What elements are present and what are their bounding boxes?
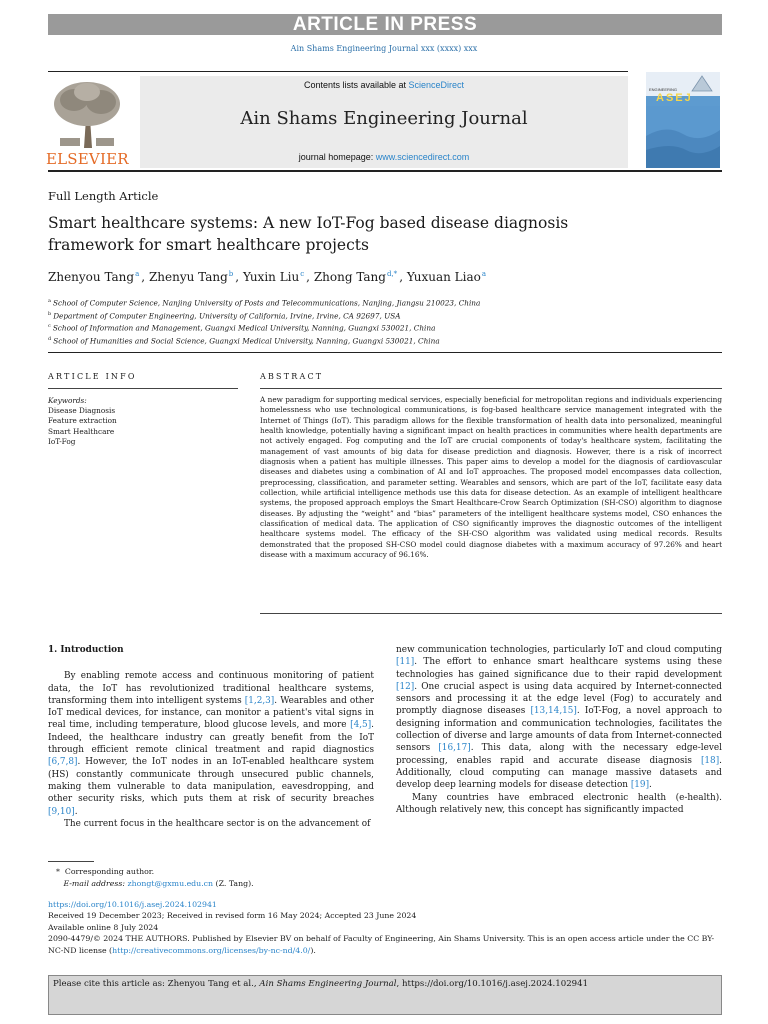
affiliations xyxy=(48,296,480,347)
abstract-heading: ABSTRACT xyxy=(260,372,324,381)
license-statement: 2090-4479/© 2024 THE AUTHORS. Published by Elsevier BV on behalf of Faculty of Engineering, Ain Shams University. This is an open access article under the CC BY-NC-ND license (http://creativecommons.org/licenses/by-nc-nd/4.0/). xyxy=(48,934,715,955)
footnotes xyxy=(56,866,254,890)
keyword-item: IoT-Fog xyxy=(48,436,76,446)
author-name[interactable]: Yuxin Liu xyxy=(242,270,300,284)
header-divider xyxy=(48,170,722,172)
citation-text: Please cite this article as: Zhenyou Tang et al., Ain Shams Engineering Journal, https://doi.org/10.1016/j.asej.2024.102941 xyxy=(53,979,589,989)
affiliation-item: $^d$ School of Humanities and Social Science, Guangxi Medical University, Nanning, Guangxi 530021, China xyxy=(48,336,440,346)
author-name[interactable]: Yuxuan Liao xyxy=(406,270,481,284)
author-affiliation-marker[interactable]: b xyxy=(228,270,234,278)
journal-title: Ain Shams Engineering Journal xyxy=(240,108,528,129)
keywords-label: Keywords: xyxy=(48,396,87,405)
citation-link[interactable]: [18] xyxy=(700,755,720,766)
body-column-left xyxy=(48,644,374,830)
body-paragraph: The current focus in the healthcare sector is on the advancement of xyxy=(64,818,371,829)
affiliation-item: $^a$ School of Computer Science, Nanjing University of Posts and Telecommunications, Nanjing, Jiangsu 210023, China xyxy=(48,298,481,308)
author-affiliation-marker[interactable]: a xyxy=(481,270,487,278)
body-paragraph: Many countries have embraced electronic health (e-health). Although relatively new, this concept has significantly impacted xyxy=(396,792,722,815)
citation-link[interactable]: [16,17] xyxy=(438,743,471,754)
footnote-rule xyxy=(48,861,94,862)
article-metadata xyxy=(48,899,722,956)
pyramid-icon xyxy=(690,74,714,92)
license-link[interactable]: http://creativecommons.org/licenses/by-nc-nd/4.0/ xyxy=(112,945,311,955)
available-online: Available online 8 July 2024 xyxy=(48,922,159,932)
citation-link[interactable]: [9,10] xyxy=(48,806,75,817)
keyword-item: Disease Diagnosis xyxy=(48,406,116,416)
cover-label: ENGINEERING xyxy=(649,87,678,92)
elsevier-logo-text: ELSEVIER xyxy=(46,150,129,168)
keywords-block xyxy=(48,396,117,447)
citation-link[interactable]: [12] xyxy=(396,681,415,692)
citation-link[interactable]: [11] xyxy=(396,657,415,668)
doi-link[interactable]: https://doi.org/10.1016/j.asej.2024.102941 xyxy=(48,900,217,909)
section-heading: 1. Introduction xyxy=(48,645,124,655)
citation-box xyxy=(48,975,722,1015)
keyword-item: Feature extraction xyxy=(48,416,117,426)
homepage-line: journal homepage: www.sciencedirect.com xyxy=(298,152,470,162)
author-affiliation-marker[interactable]: a xyxy=(135,270,140,278)
email-link[interactable]: zhongt@gxmu.edu.cn xyxy=(127,879,214,888)
body-paragraph: By enabling remote access and continuous monitoring of patient data, the IoT has revolutionized traditional healthcare systems, transforming them into intelligent systems [1,2,3]. Wearables and other IoT medical devices, for instance, can monitor a patient's vital signs in real time, including temperature, blood glucose levels, and more [4,5]. Indeed, the healthcare industry can greatly benefit from the IoT through efficient remote clinical treatment and rapid diagnostics [6,7,8]. However, the IoT nodes in an IoT-enabled healthcare system (HS) constantly communicate through unsecured public channels, making them vulnerable to data manipulation, eavesdropping, and other security risks, which puts them at risk of security breaches [9,10]. xyxy=(48,671,374,817)
article-info-rule xyxy=(48,388,238,389)
cover-artwork xyxy=(646,106,720,168)
asterisk-marker: * xyxy=(56,867,65,876)
corresponding-author-note: * Corresponding author. xyxy=(56,867,155,876)
abstract-text: A new paradigm for supporting medical services, especially beneficial for metropolitan regions and individuals experiencing homelessness who use technological communications, is fog-based healthcare service management integrated with the Internet of Things (IoT). This paradigm allows for the flexible transformation of health data into personalized, meaningful health knowledge, potentially having a significant impact on health practices in communities where health departments are not actively engaged. Fog computing and the IoT are crucial components of today's healthcare system, facilitating the management of vast amounts of big data for disease prediction and diagnosis. However, there is a risk of incorrect diagnosis when a patient has multiple illnesses. This paper aims to develop a model for the diagnosis of cardiovascular diseases and diabetes using a combination of AI and IoT approaches. The proposed model encompasses data collection, preprocessing, classification, and parameter setting. Wearables and sensors, which are part of the IoT, facilitate easy data collection, while artificial intelligence methods use this data for disease detection. As an example of intelligent healthcare systems, the proposed approach employs the Smart Healthcare-Crow Search Optimization (SH-CSO) algorithm to diagnose diseases. By adjusting the “weight” and “bias” parameters of the intelligent healthcare systems model, CSO enhances the classification of medical data. The application of CSO significantly improves the diagnostic outcomes of the intelligent healthcare systems model. The efficacy of the SH-CSO algorithm was validated using medical records. Results demonstrated that the proposed SH-CSO model could diagnose diabetes with a maximum accuracy of 97.26% and heart disease with a maximum accuracy of 96.16%. xyxy=(260,395,722,560)
body-paragraph: new communication technologies, particularly IoT and cloud computing [11]. The effort to enhance smart healthcare systems using these technologies has gained significance due to their rapid development [12]. One crucial aspect is using data acquired by Internet-connected sensors and processing it at the edge level (Fog) to accurately and promptly diagnose diseases [13,14,15]. IoT-Fog, a novel approach to designing information and communication technologies, facilitates the collection of diverse and large amounts of data from Internet-connected sensors [16,17]. This data, along with the necessary edge-level processing, enables rapid and accurate disease diagnosis [18]. Additionally, cloud computing can manage massive datasets and develop deep learning models for disease detection [19]. xyxy=(396,645,723,791)
keyword-item: Smart Healthcare xyxy=(48,426,115,436)
article-title: Smart healthcare systems: A new IoT-Fog based disease diagnosis framework for smart healthcare projects xyxy=(48,214,569,254)
journal-header-panel xyxy=(140,76,628,168)
abstract-rule xyxy=(260,388,722,389)
affiliation-item: $^c$ School of Information and Management, Guangxi Medical University, Nanning, Guangxi 530021, China xyxy=(48,323,436,333)
journal-cover-thumbnail[interactable] xyxy=(646,72,720,168)
contents-line: Contents lists available at ScienceDirect xyxy=(303,80,465,90)
sciencedirect-link[interactable]: ScienceDirect xyxy=(408,80,465,90)
email-note: E-mail address: zhongt@gxmu.edu.cn (Z. Tang). xyxy=(63,879,254,888)
citation-link[interactable]: [13,14,15] xyxy=(530,706,577,717)
article-in-press-banner: ARTICLE IN PRESS xyxy=(48,14,722,35)
author-affiliation-marker[interactable]: c xyxy=(300,270,305,278)
article-type: Full Length Article xyxy=(48,189,159,203)
author-affiliation-marker[interactable]: d,* xyxy=(386,270,398,278)
article-info-heading: ARTICLE INFO xyxy=(48,372,137,381)
abstract-bottom-rule xyxy=(260,613,722,614)
author-list: Zhenyou Tang$^a$ , Zhenyu Tang$^b$ , Yuxin Liu$^c$ , Zhong Tang$^{d,*}$ , Yuxuan Liao$^a$ xyxy=(48,270,487,284)
citation-link[interactable]: [4,5] xyxy=(350,720,372,731)
header-rule xyxy=(48,71,628,72)
citation-link[interactable]: [1,2,3] xyxy=(244,695,275,706)
journal-reference[interactable]: Ain Shams Engineering Journal xxx (xxxx) xxx xyxy=(290,44,478,53)
author-name[interactable]: Zhenyu Tang xyxy=(148,270,228,284)
author-name[interactable]: Zhong Tang xyxy=(313,270,386,284)
citation-link[interactable]: [19] xyxy=(630,780,650,791)
citation-link[interactable]: [6,7,8] xyxy=(48,757,78,768)
front-matter-divider xyxy=(48,352,722,353)
author-name[interactable]: Zhenyou Tang xyxy=(48,270,135,284)
journal-homepage-link[interactable]: www.sciencedirect.com xyxy=(375,152,470,162)
cover-title: ASEJ xyxy=(656,92,693,104)
affiliation-item: $^b$ Department of Computer Engineering, University of California, Irvine, Irvine, CA 92697, USA xyxy=(48,310,401,321)
body-column-right xyxy=(396,644,722,816)
received-dates: Received 19 December 2023; Received in revised form 16 May 2024; Accepted 23 June 2024 xyxy=(48,911,417,921)
